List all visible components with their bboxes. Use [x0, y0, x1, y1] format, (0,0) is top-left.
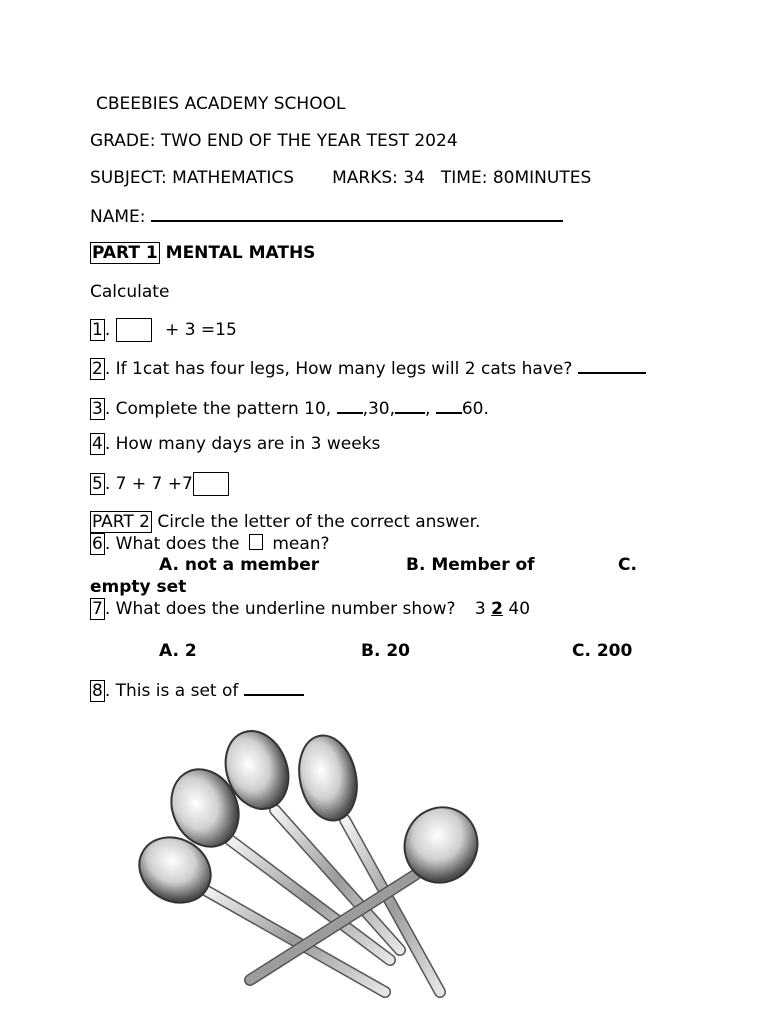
question-number: 8: [92, 681, 103, 701]
marks-label: MARKS: 34: [332, 168, 425, 188]
option-b[interactable]: B. 20: [361, 641, 410, 661]
grade-line: GRADE: TWO END OF THE YEAR TEST 2024: [90, 131, 458, 151]
answer-blank[interactable]: [578, 356, 646, 374]
question-3: [90, 396, 489, 420]
name-label: NAME:: [90, 207, 146, 227]
option-a[interactable]: A. not a member: [159, 555, 320, 575]
question-7: [90, 598, 530, 620]
part2-heading: [90, 511, 480, 533]
spoons-image: [135, 730, 485, 1010]
part1-tag: PART 1: [92, 243, 158, 263]
question-1: 1 . + 3 =15: [92, 320, 237, 340]
subject-label: SUBJECT: MATHEMATICS: [90, 168, 295, 188]
time-label: TIME: 80MINUTES: [440, 168, 592, 188]
question-text: . If 1cat has four legs, How many legs will 2 cats have?: [104, 359, 573, 379]
answer-blank[interactable]: [337, 396, 363, 414]
question-number: 3: [92, 399, 103, 419]
underlined-digit: 2: [491, 599, 503, 619]
name-blank[interactable]: [151, 204, 563, 222]
question-text: + 3 =15: [165, 320, 237, 340]
answer-blank[interactable]: [395, 396, 425, 414]
part2-tag: PART 2: [92, 512, 150, 532]
answer-box[interactable]: [116, 318, 152, 342]
question-number: 6: [92, 534, 103, 554]
question-text: . Complete the pattern 10,: [104, 399, 337, 419]
question-text: . What does the underline number show?: [104, 599, 456, 619]
question-6: [90, 533, 330, 555]
option-c[interactable]: C.: [618, 555, 637, 575]
question-text: . How many days are in 3 weeks: [104, 434, 381, 454]
question-number: 1: [92, 320, 103, 340]
question-4: [90, 433, 380, 455]
option-b[interactable]: B. Member of: [406, 555, 535, 575]
subject-line: [90, 167, 591, 189]
option-c[interactable]: C. 200: [572, 641, 633, 661]
question-text: . 7 + 7 +7: [104, 474, 193, 494]
question-text: . What does the: [104, 534, 240, 554]
school-name: CBEEBIES ACADEMY SCHOOL: [96, 94, 346, 114]
question-8: [90, 678, 304, 702]
question-5: [90, 472, 229, 496]
question-text: ,: [425, 399, 436, 419]
answer-blank[interactable]: [244, 678, 304, 696]
number-prefix: 3: [474, 599, 492, 619]
question-number: 4: [92, 434, 103, 454]
option-c-continued: empty set: [90, 577, 187, 597]
question-number: 5: [92, 474, 103, 494]
question-text: ,30,: [362, 399, 396, 419]
option-a[interactable]: A. 2: [159, 641, 197, 661]
part2-instruction: Circle the letter of the correct answer.: [157, 512, 481, 532]
part1-title: MENTAL MATHS: [165, 243, 316, 263]
number-suffix: 40: [503, 599, 531, 619]
name-line: [90, 204, 563, 228]
answer-blank[interactable]: [436, 396, 462, 414]
question-text: 60.: [461, 399, 489, 419]
part1-instruction: Calculate: [90, 282, 170, 302]
part1-heading: [90, 242, 315, 264]
question-number: 2: [92, 359, 103, 379]
missing-symbol-glyph: [249, 534, 263, 550]
question-2: [90, 356, 646, 380]
question-text: . This is a set of: [104, 681, 239, 701]
question-text-after: mean?: [272, 534, 330, 554]
answer-box[interactable]: [193, 472, 229, 496]
question-number: 7: [92, 599, 103, 619]
